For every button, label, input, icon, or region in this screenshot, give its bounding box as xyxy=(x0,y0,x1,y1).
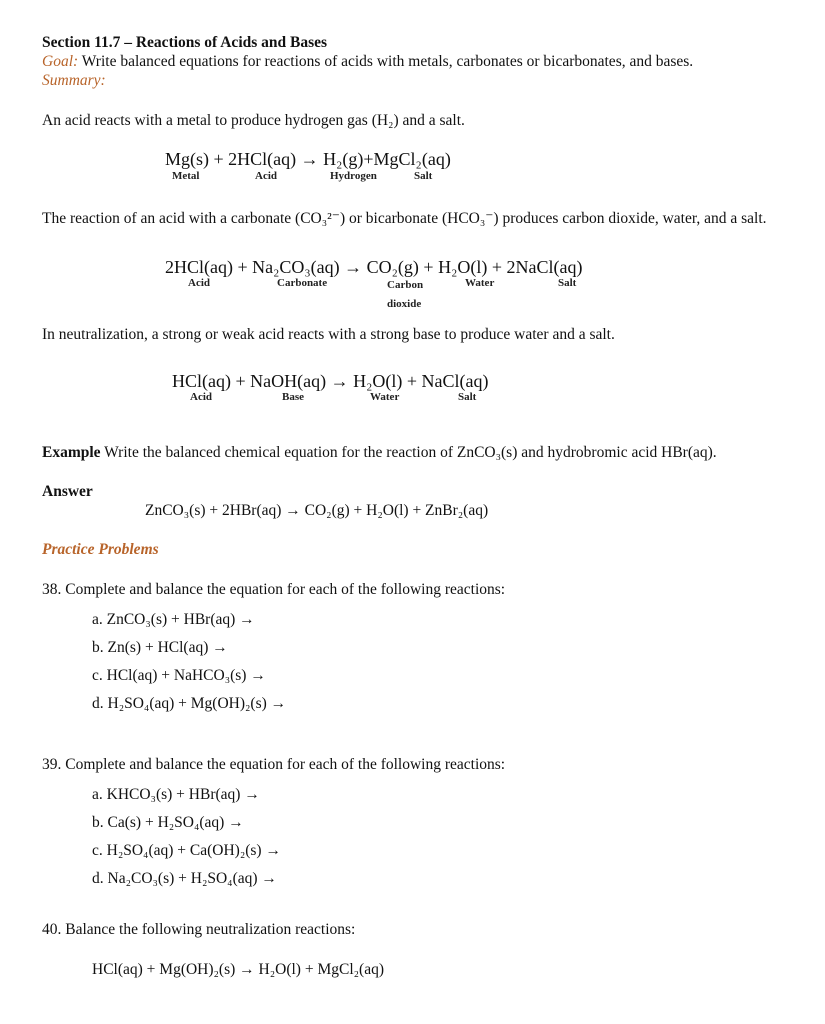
paragraph-neutralization: In neutralization, a strong or weak acid reacts with a strong base to produce water and a salt. xyxy=(42,326,615,343)
example-line xyxy=(42,443,717,463)
example-label: Example xyxy=(42,444,101,461)
example-text: Write the balanced chemical equation for the reaction of ZnCO₃(s) and hydrobromic acid HBr(aq). xyxy=(104,444,717,461)
problem-39-item-a: a. KHCO₃(s) + HBr(aq) → xyxy=(92,786,260,803)
equation-acid-carbonate: 2HCl(aq) + Na₂CO₃(aq) → CO₂(g) + H₂O(l) + 2NaCl(aq) xyxy=(165,257,583,277)
goal-text: Write balanced equations for reactions of acids with metals, carbonates or bicarbonates, and bases. xyxy=(81,53,694,70)
problem-38-item-a: a. ZnCO₃(s) + HBr(aq) → xyxy=(92,611,255,628)
eq1-label-acid: Acid xyxy=(255,170,277,182)
eq1-label-metal: Metal xyxy=(172,170,200,182)
problem-38-item-d: d. H₂SO₄(aq) + Mg(OH)₂(s) → xyxy=(92,695,287,712)
problem-39-item-c: c. H₂SO₄(aq) + Ca(OH)₂(s) → xyxy=(92,842,281,859)
eq1-label-hydrogen: Hydrogen xyxy=(330,170,377,182)
eq3-label-base: Base xyxy=(282,391,304,403)
section-title: Section 11.7 – Reactions of Acids and Bases xyxy=(42,34,328,51)
practice-label: Practice Problems xyxy=(42,541,159,558)
problem-39-item-b: b. Ca(s) + H₂SO₄(aq) → xyxy=(92,814,244,831)
paragraph-acid-carbonate: The reaction of an acid with a carbonate (CO₃²⁻) or bicarbonate (HCO₃⁻) produces carbon dioxide, water, and a salt. xyxy=(42,210,767,227)
problem-39-item-d: d. Na₂CO₃(s) + H₂SO₄(aq) → xyxy=(92,870,277,887)
goal-line xyxy=(42,52,693,72)
equation-acid-metal: Mg(s) + 2HCl(aq) → H₂(g)+MgCl₂(aq) xyxy=(165,149,451,169)
summary-label: Summary: xyxy=(42,72,106,89)
eq3-label-water: Water xyxy=(370,391,400,403)
eq3-label-acid: Acid xyxy=(190,391,212,403)
eq1-label-salt: Salt xyxy=(414,170,433,182)
answer-equation: ZnCO₃(s) + 2HBr(aq) → CO₂(g) + H₂O(l) + ZnBr₂(aq) xyxy=(145,502,489,519)
eq2-label-water: Water xyxy=(465,277,495,289)
eq2-label-carbon: Carbon xyxy=(387,279,424,291)
eq3-label-salt: Salt xyxy=(458,391,477,403)
goal-label: Goal: xyxy=(42,53,79,70)
problem-39-heading: 39. Complete and balance the equation for each of the following reactions: xyxy=(42,756,506,773)
problem-38-item-c: c. HCl(aq) + NaHCO₃(s) → xyxy=(92,667,266,684)
problem-38-heading: 38. Complete and balance the equation for each of the following reactions: xyxy=(42,581,506,598)
paragraph-acid-metal: An acid reacts with a metal to produce hydrogen gas (H₂) and a salt. xyxy=(42,112,465,129)
eq2-label-salt: Salt xyxy=(558,277,577,289)
answer-label: Answer xyxy=(42,483,93,500)
problem-38-item-b: b. Zn(s) + HCl(aq) → xyxy=(92,639,228,656)
problem-40-item: HCl(aq) + Mg(OH)₂(s) → H₂O(l) + MgCl₂(aq) xyxy=(92,961,384,978)
eq2-label-carbonate: Carbonate xyxy=(277,277,328,289)
equation-neutralization: HCl(aq) + NaOH(aq) → H₂O(l) + NaCl(aq) xyxy=(172,371,489,391)
eq2-label-dioxide: dioxide xyxy=(387,298,422,310)
eq2-label-acid: Acid xyxy=(188,277,210,289)
problem-40-heading: 40. Balance the following neutralization reactions: xyxy=(42,921,356,938)
